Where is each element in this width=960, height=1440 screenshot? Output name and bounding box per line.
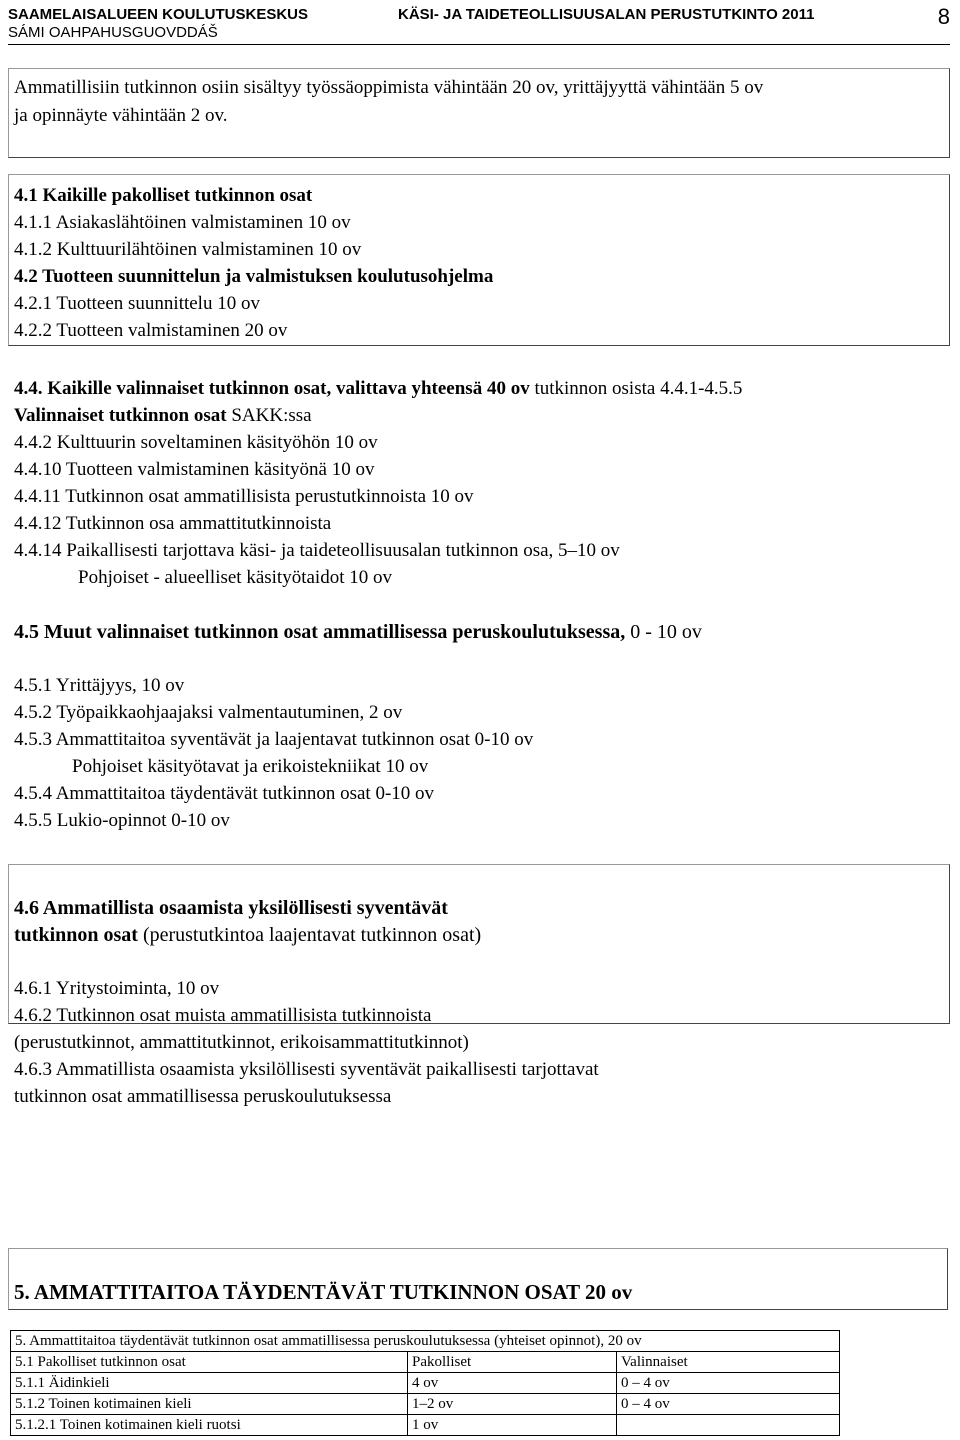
item-4-6-2: 4.6.2 Tutkinnon osat muista ammatillisista tutkinnoista [14, 1005, 432, 1026]
section-4-5-title-rest: 0 - 10 ov [625, 621, 702, 643]
item-4-6-3-detail: tutkinnon osat ammatillisessa peruskoulutuksessa [14, 1086, 392, 1107]
intro-line-2: ja opinnäyte vähintään 2 ov. [14, 105, 228, 126]
table-cell: 5.1.2.1 Toinen kotimainen kieli ruotsi [11, 1415, 408, 1436]
document-title: KÄSI- JA TAIDETEOLLISUUSALAN PERUSTUTKINTO 2011 [398, 6, 815, 23]
table-cell: 4 ov [408, 1373, 617, 1394]
item-4-1-1: 4.1.1 Asiakaslähtöinen valmistaminen 10 ov [14, 212, 351, 233]
org-name: SAAMELAISALUEEN KOULUTUSKESKUS [8, 6, 309, 23]
header-rule [8, 44, 950, 45]
section-4-4-subtitle [14, 405, 312, 427]
item-4-2-2: 4.2.2 Tuotteen valmistaminen 20 ov [14, 320, 288, 341]
section-4-4-title-bold: 4.4. Kaikille valinnaiset tutkinnon osat, valittava yhteensä 40 ov [14, 378, 530, 399]
table-header-cell: 5. Ammattitaitoa täydentävät tutkinnon osat ammatillisessa peruskoulutuksessa (yhteiset opinnot), 20 ov [11, 1331, 840, 1352]
section-4-1-title: 4.1 Kaikille pakolliset tutkinnon osat [14, 185, 313, 206]
item-4-4-10: 4.4.10 Tuotteen valmistaminen käsityönä 10 ov [14, 459, 375, 480]
item-4-6-2-detail: (perustutkinnot, ammattitutkinnot, erikoisammattitutkinnot) [14, 1032, 469, 1053]
item-4-5-5: 4.5.5 Lukio-opinnot 0-10 ov [14, 810, 230, 831]
table-cell: 1–2 ov [408, 1394, 617, 1415]
table-row [11, 1352, 840, 1373]
table-cell: 5.1.2 Toinen kotimainen kieli [11, 1394, 408, 1415]
table-row [11, 1394, 840, 1415]
item-4-4-11: 4.4.11 Tutkinnon osat ammatillisista perustutkinnoista 10 ov [14, 486, 474, 507]
section-4-4-subtitle-bold: Valinnaiset tutkinnon osat [14, 405, 227, 426]
section-4-6-subtitle-rest: (perustutkintoa laajentavat tutkinnon osat) [137, 924, 482, 946]
section-4-4-title [14, 378, 742, 400]
item-4-5-1: 4.5.1 Yrittäjyys, 10 ov [14, 675, 185, 696]
item-4-6-1: 4.6.1 Yritystoiminta, 10 ov [14, 978, 220, 999]
intro-line-1: Ammatillisiin tutkinnon osiin sisältyy työssäoppimista vähintään 20 ov, yrittäjyyttä vähintään 5 ov [14, 77, 764, 98]
item-4-2-1: 4.2.1 Tuotteen suunnittelu 10 ov [14, 293, 260, 314]
item-4-4-12: 4.4.12 Tutkinnon osa ammattitutkinnoista [14, 513, 332, 534]
section-4-5-title-bold: 4.5 Muut valinnaiset tutkinnon osat ammatillisessa peruskoulutuksessa, [14, 621, 626, 643]
table-cell: Pakolliset [408, 1352, 617, 1373]
item-4-1-2: 4.1.2 Kulttuurilähtöinen valmistaminen 10 ov [14, 239, 362, 260]
item-4-4-14: 4.4.14 Paikallisesti tarjottava käsi- ja taideteollisuusalan tutkinnon osa, 5–10 ov [14, 540, 620, 561]
item-4-5-4: 4.5.4 Ammattitaitoa täydentävät tutkinnon osat 0-10 ov [14, 783, 435, 804]
section-4-5-title [14, 621, 702, 643]
section-4-2-title: 4.2 Tuotteen suunnittelun ja valmistuksen koulutusohjelma [14, 266, 494, 287]
table-row [11, 1373, 840, 1394]
section-4-6-subtitle [14, 924, 481, 946]
section-5-title: 5. AMMATTITAITOA TÄYDENTÄVÄT TUTKINNON OSAT 20 ov [14, 1280, 633, 1304]
table-cell: 1 ov [408, 1415, 617, 1436]
item-4-5-2: 4.5.2 Työpaikkaohjaajaksi valmentautuminen, 2 ov [14, 702, 403, 723]
table-cell: 5.1.1 Äidinkieli [11, 1373, 408, 1394]
section-4-6-title: 4.6 Ammatillista osaamista yksilöllisesti syventävät [14, 897, 448, 919]
item-4-4-14-detail: Pohjoiset - alueelliset käsityötaidot 10 ov [78, 567, 392, 588]
table-cell: 0 – 4 ov [617, 1394, 840, 1415]
section-5-table [10, 1330, 840, 1436]
section-4-4-subtitle-rest: SAKK:ssa [226, 405, 312, 426]
table-cell: 5.1 Pakolliset tutkinnon osat [11, 1352, 408, 1373]
item-4-5-3: 4.5.3 Ammattitaitoa syventävät ja laajentavat tutkinnon osat 0-10 ov [14, 729, 534, 750]
item-4-5-3-detail: Pohjoiset käsityötavat ja erikoistekniikat 10 ov [72, 756, 429, 777]
table-header-row [11, 1331, 840, 1352]
section-4-4-title-rest: tutkinnon osista 4.4.1-4.5.5 [529, 378, 743, 399]
org-name-sami: SÁMI OAHPAHUSGUOVDDÁŠ [8, 24, 218, 41]
table-cell: Valinnaiset [617, 1352, 840, 1373]
item-4-4-2: 4.4.2 Kulttuurin soveltaminen käsityöhön 10 ov [14, 432, 378, 453]
table-row [11, 1415, 840, 1436]
table-cell [617, 1415, 840, 1436]
page-number: 8 [937, 4, 950, 29]
item-4-6-3: 4.6.3 Ammatillista osaamista yksilöllisesti syventävät paikallisesti tarjottavat [14, 1059, 599, 1080]
section-4-6-subtitle-bold: tutkinnon osat [14, 924, 138, 946]
table-cell: 0 – 4 ov [617, 1373, 840, 1394]
